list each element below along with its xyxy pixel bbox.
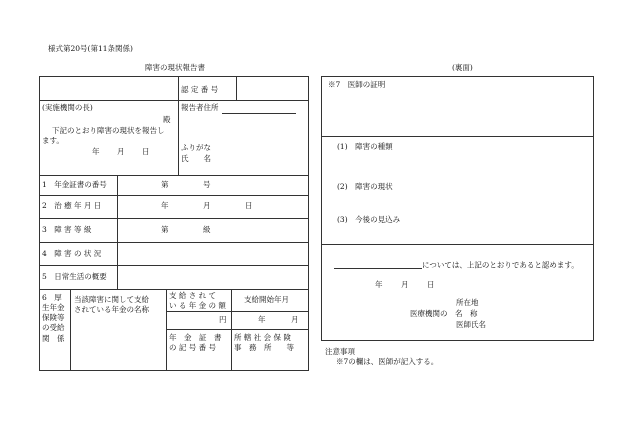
- recovery-year: 年: [161, 201, 169, 210]
- pension-relation-label-5: 関 係: [42, 334, 65, 343]
- recovery-day: 日: [245, 201, 253, 210]
- recovery-month: 月: [203, 201, 211, 210]
- pension-start-year: 年: [258, 315, 266, 324]
- report-date-day: 日: [142, 147, 150, 156]
- doctor-name-label: 医師氏名: [456, 320, 486, 329]
- pension-cert-no-suffix: 号: [203, 180, 211, 189]
- pension-yen: 円: [219, 315, 227, 324]
- name-label: 氏 名: [181, 154, 211, 163]
- doctor-date-day: 日: [427, 280, 435, 289]
- doctor-cert-label: ※7 医師の証明: [328, 80, 386, 89]
- notes-title: 注意事項: [325, 347, 355, 356]
- pension-name-label-1: 当該障害に関して支給: [74, 295, 149, 304]
- notes-text: ※7の欄は、医師が記入する。: [336, 357, 439, 366]
- reporter-address-field[interactable]: [222, 104, 296, 114]
- report-date-year: 年: [92, 147, 100, 156]
- form-number: 様式第20号(第11条関係): [48, 44, 133, 53]
- disability-status-label: 4 障 害 の 状 況: [42, 249, 102, 258]
- pension-start-month: 月: [291, 315, 299, 324]
- cert-number-label: 認 定 番 号: [181, 85, 219, 94]
- recovery-date-label: 2 治 癒 年 月 日: [42, 201, 102, 210]
- furigana-label: ふりがな: [181, 143, 211, 152]
- pension-cert-code-label-1: 年 金 証 書: [169, 333, 222, 342]
- pension-cert-code-label-2: の 記 号 番 号: [169, 343, 217, 352]
- report-text-line1: 下記のとおり障害の現状を報告し: [52, 126, 165, 135]
- pension-cert-no-prefix: 第: [161, 180, 169, 189]
- pension-relation-label-2: 生年金: [42, 303, 65, 312]
- report-text-line2: ます。: [42, 136, 64, 145]
- front-form: [39, 76, 309, 371]
- item-disability-status: (2) 障害の現状: [337, 182, 393, 191]
- disability-grade-label: 3 障 害 等 級: [42, 225, 92, 234]
- honorific: 殿: [163, 115, 171, 124]
- doctor-date-year: 年: [375, 280, 383, 289]
- report-date-month: 月: [117, 147, 125, 156]
- cert-number-field[interactable]: [239, 84, 307, 98]
- item-disability-type: (1) 障害の種類: [337, 142, 393, 151]
- back-title: (裏面): [452, 63, 473, 72]
- institution-name-label: 医療機関の 名 称: [410, 309, 478, 318]
- grade-prefix: 第: [161, 225, 169, 234]
- pension-amount-label-1: 支 給 さ れ て: [169, 291, 217, 300]
- reporter-address-label: 報告者住所: [181, 103, 219, 112]
- pension-start-label: 支給開始年月: [244, 295, 289, 304]
- daily-life-label: 5 日常生活の概要: [42, 272, 107, 281]
- pension-amount-label-2: い る 年 金 の 額: [169, 301, 226, 310]
- pension-relation-label-1: 6 厚: [42, 293, 62, 302]
- pension-relation-label-4: の受給: [42, 323, 65, 332]
- pension-cert-number-label: 1 年金証書の番号: [42, 180, 107, 189]
- pension-relation-label-3: 保険等: [42, 313, 65, 322]
- grade-suffix: 級: [203, 225, 211, 234]
- institution-address-label: 所在地: [456, 298, 479, 307]
- certify-text: については、上記のとおりであると認めます。: [422, 260, 579, 270]
- doctor-date-month: 月: [401, 280, 409, 289]
- front-title: 障害の現状報告書: [145, 63, 205, 72]
- social-insurance-office-label-1: 所 轄 社 会 保 険: [234, 333, 291, 342]
- agency-label: (実施機関の長): [42, 103, 93, 112]
- item-prognosis: (3) 今後の見込み: [337, 215, 401, 224]
- social-insurance-office-label-2: 事 務 所 等: [234, 343, 294, 352]
- pension-name-label-2: されている年金の名称: [74, 305, 149, 314]
- certify-name-field[interactable]: [334, 261, 422, 269]
